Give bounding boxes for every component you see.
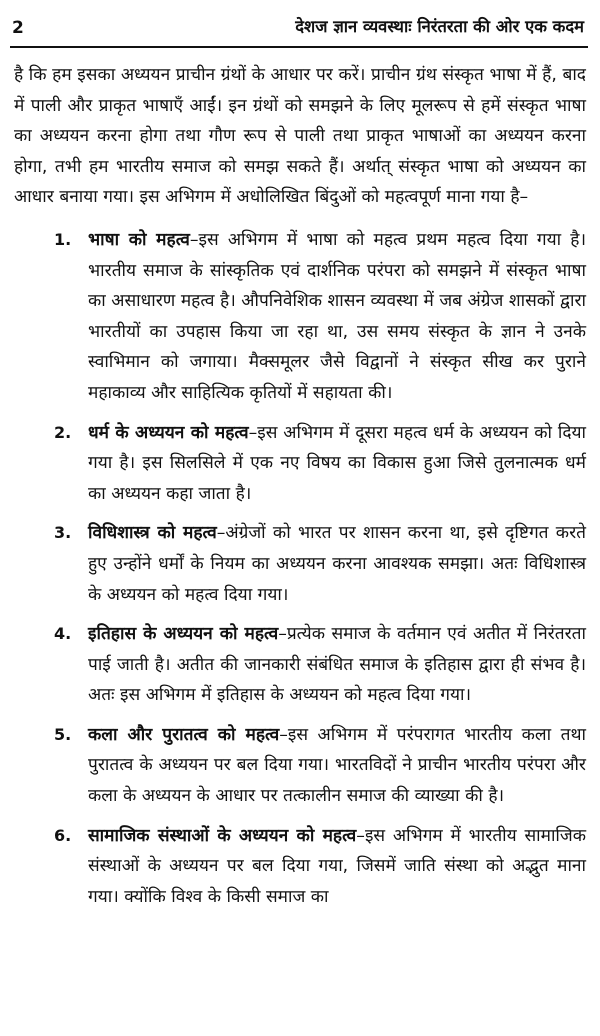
point-number: 3.: [54, 523, 72, 543]
point-text: –इस अभिगम में परंपरागत भारतीय कला तथा पुरातत्व के अध्ययन पर बल दिया गया। भारतविदों ने प्राचीन भारतीय परंपरा और कला के अध्ययन के आधार पर तत्कालीन समाज की व्याख्या की है।: [88, 724, 586, 807]
point-title: सामाजिक संस्थाओं के अध्ययन को महत्व: [88, 825, 357, 846]
points-list: [14, 225, 586, 912]
point-text: –प्रत्येक समाज के वर्तमान एवं अतीत में निरंतरता पाई जाती है। अतीत की जानकारी संबंधित समाज के इतिहास द्वारा ही संभव है। अतः इस अभिगम में इतिहास के अध्ययन को महत्व दिया गया।: [88, 624, 586, 706]
point-title: भाषा को महत्व: [88, 229, 190, 250]
point-title: इतिहास के अध्ययन को महत्व: [88, 624, 279, 645]
point-number: 5.: [54, 724, 72, 744]
point-item: [14, 720, 586, 812]
body-text: [14, 60, 586, 912]
intro-paragraph: [14, 60, 586, 213]
point-text: –अंग्रेजों को भारत पर शासन करना था, इसे दृष्टिगत करते हुए उन्होंने धर्मों के नियम का अध्ययन करना आवश्यक समझा। अतः विधिशास्त्र के अध्ययन को महत्व दिया गया।: [88, 523, 586, 605]
point-text: –इस अभिगम में भारतीय सामाजिक संस्थाओं के अध्ययन पर बल दिया गया, जिसमें जाति संस्था को अद्भुत माना गया। क्योंकि विश्व के किसी समाज का: [88, 825, 586, 907]
point-text: –इस अभिगम में भाषा को महत्व प्रथम महत्व दिया गया है। भारतीय समाज के सांस्कृतिक एवं दार्शनिक परंपरा को समझने में संस्कृत भाषा का असाधारण महत्व है। औपनिवेशिक शासन व्यवस्था में जब अंग्रेज शासकों द्वारा भारतीयों का उपहास किया जा रहा था, उस समय संस्कृत के ज्ञान ने उनके स्वाभिमान को जगाया। मैक्समूलर जैसे विद्वानों ने संस्कृत सीख कर पुराने महाकाव्य और साहित्यिक कृतियों में सहायता की।: [88, 229, 586, 403]
point-number: 2.: [54, 422, 72, 442]
point-number: 4.: [54, 624, 72, 644]
page-header: [10, 0, 588, 48]
point-text: –इस अभिगम में दूसरा महत्व धर्म के अध्ययन को दिया गया है। इस सिलसिले में एक नए विषय का विकास हुआ जिसे तुलनात्मक धर्म का अध्ययन कहा जाता है।: [88, 422, 587, 504]
point-title: धर्म के अध्ययन को महत्व: [88, 422, 249, 443]
running-title: देशज ज्ञान व्यवस्थाः निरंतरता की ओर एक कदम: [295, 17, 584, 36]
point-number: 6.: [54, 825, 72, 845]
point-title: विधिशास्त्र को महत्व: [88, 523, 217, 544]
point-item: [14, 418, 586, 510]
point-item: [14, 821, 586, 913]
point-item: [14, 225, 586, 409]
point-item: [14, 619, 586, 711]
point-item: [14, 518, 586, 610]
point-number: 1.: [54, 229, 72, 249]
page-number: 2: [12, 18, 24, 38]
intro-text: है कि हम इसका अध्ययन प्राचीन ग्रंथों के आधार पर करें। प्राचीन ग्रंथ संस्कृत भाषा में हैं, बाद में पाली और प्राकृत भाषाएँ आईं। इन ग्रंथों को समझने के लिए मूलरूप से हमें संस्कृत भाषा का अध्ययन करना होगा तथा गौण रूप से पाली तथा प्राकृत भाषाओं का अध्ययन करना होगा, तभी हम भारतीय समाज को समझ सकते हैं। अर्थात् संस्कृत भाषा को अध्ययन का आधार बनाया गया। इस अभिगम में अधोलिखित बिंदुओं को महत्वपूर्ण माना गया है–: [14, 65, 586, 208]
point-title: कला और पुरातत्व को महत्व: [88, 724, 280, 745]
